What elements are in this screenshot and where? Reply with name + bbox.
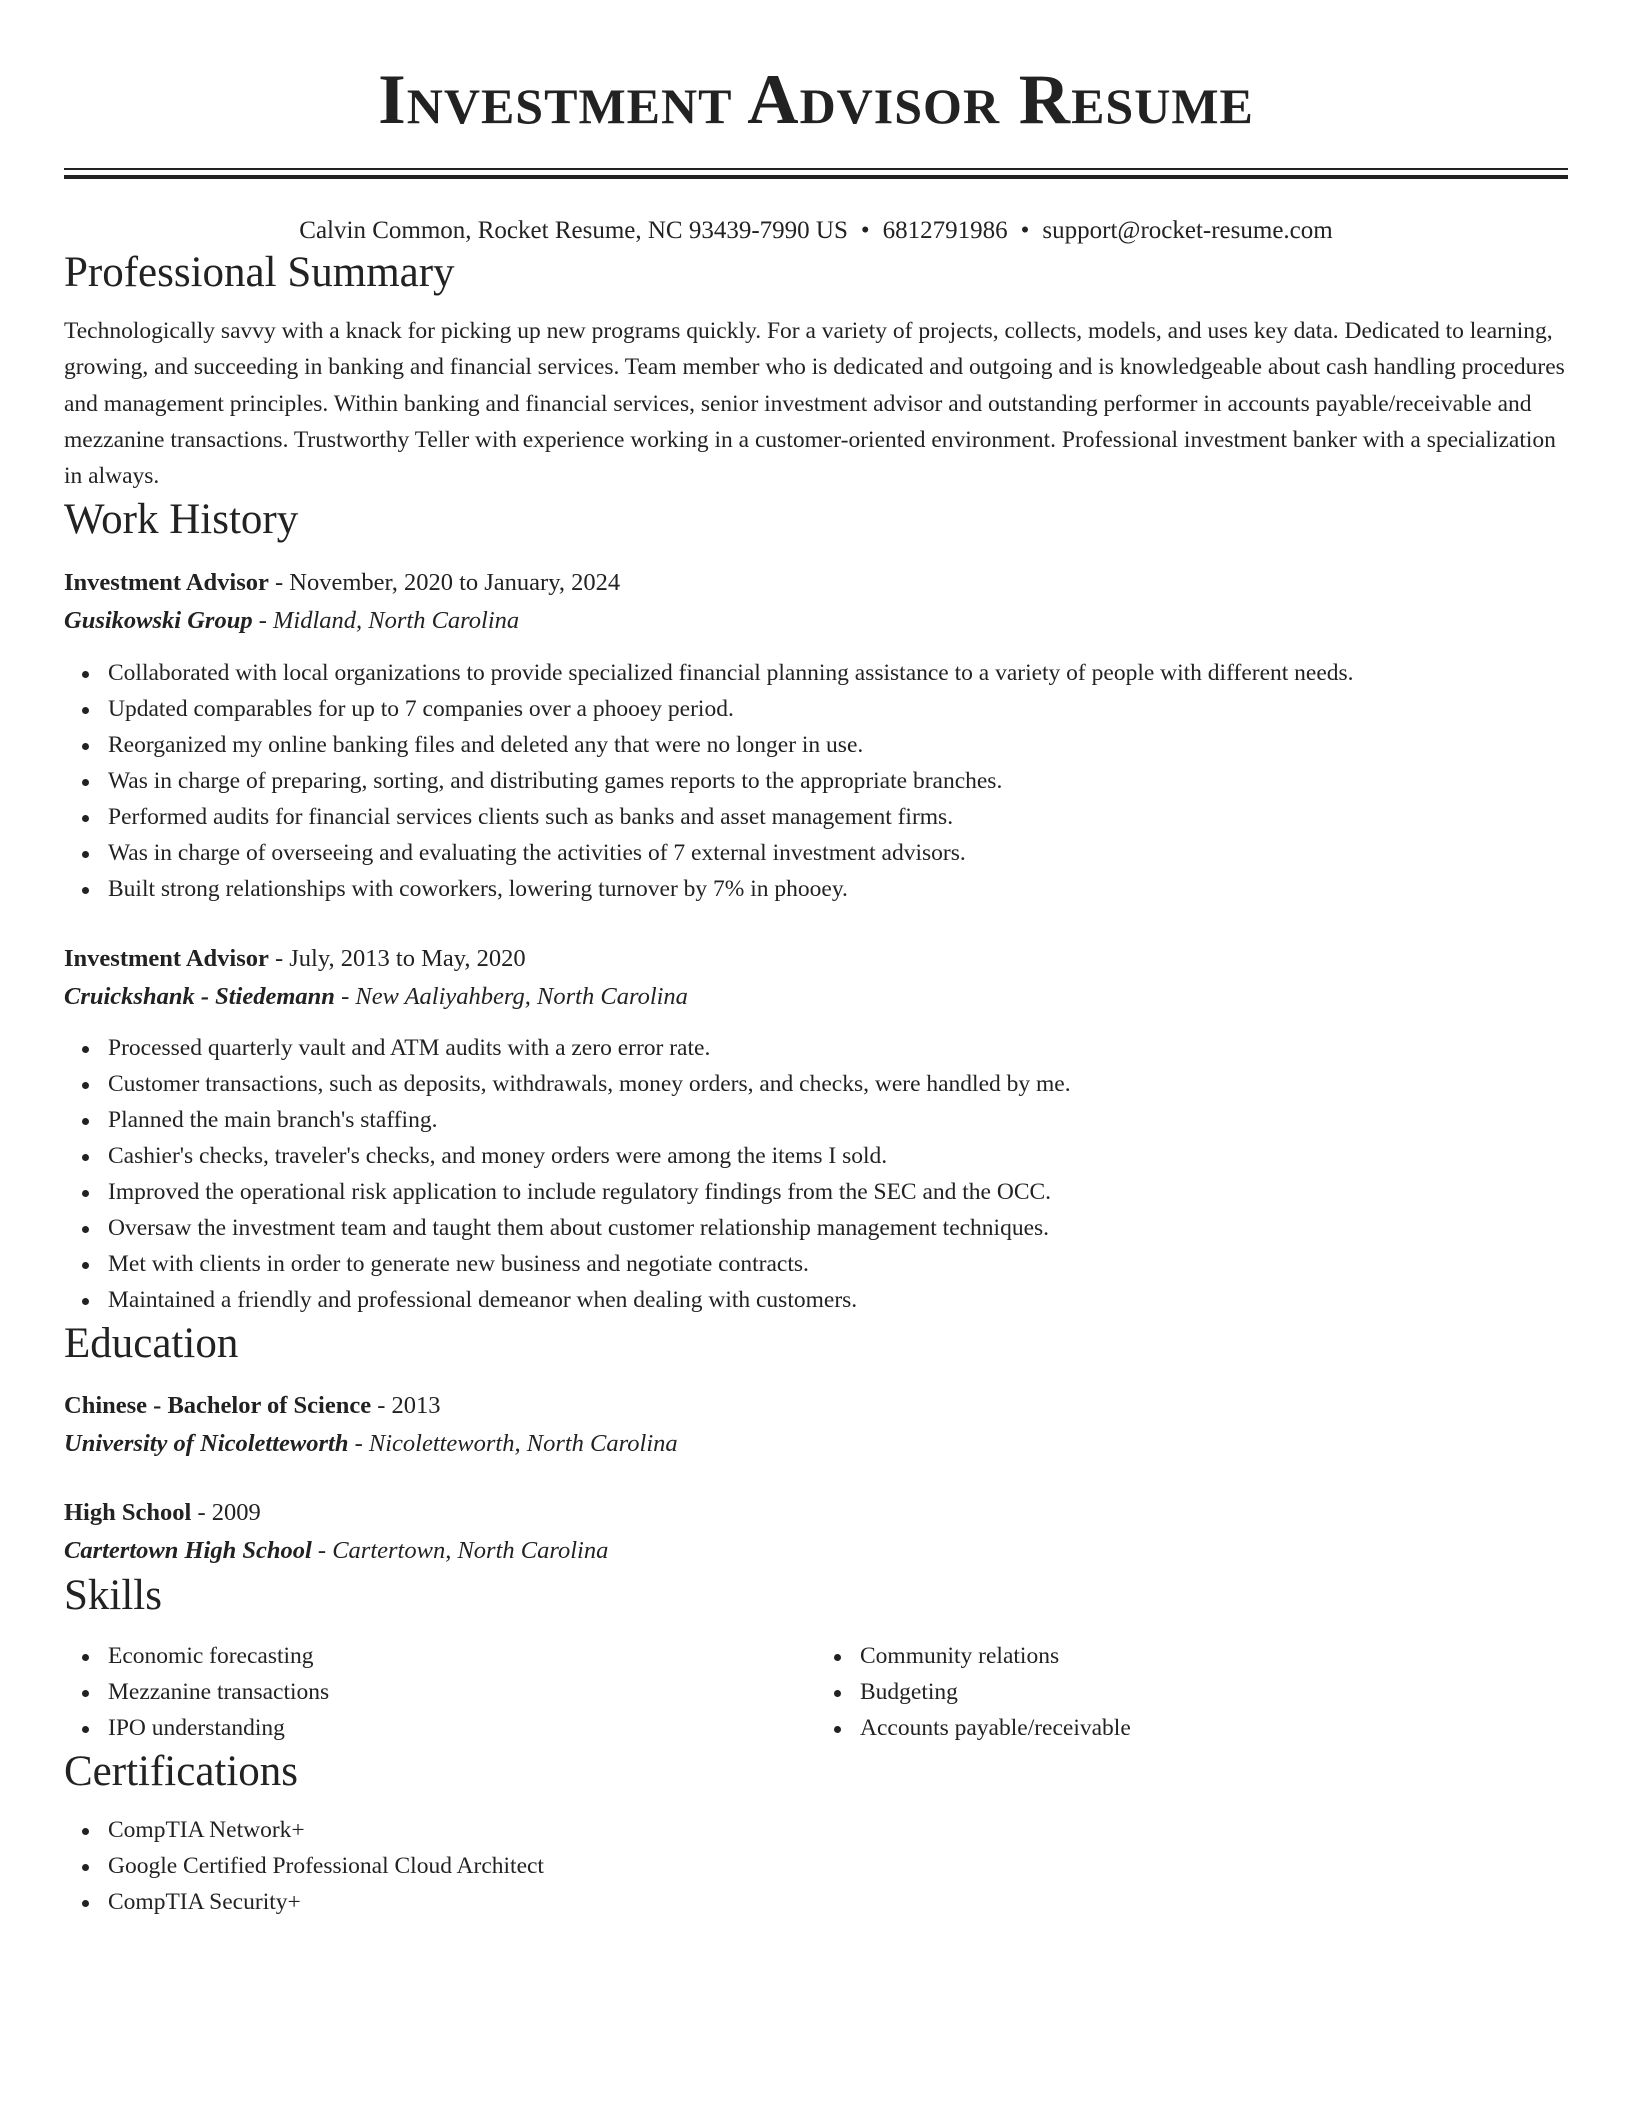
contact-line	[64, 215, 1568, 247]
list-item: Met with clients in order to generate new business and negotiate contracts.	[108, 1246, 1568, 1282]
education-year: - 2013	[371, 1392, 441, 1420]
summary-heading: Professional Summary	[64, 249, 455, 296]
education-year: - 2009	[191, 1499, 261, 1527]
list-item: Reorganized my online banking files and deleted any that were no longer in use.	[108, 727, 1568, 763]
skills-list-left	[64, 1638, 816, 1746]
job-bullets	[64, 1030, 1568, 1318]
education-entry	[64, 1387, 1568, 1463]
list-item: Improved the operational risk application to include regulatory findings from the SEC and the OCC.	[108, 1174, 1568, 1210]
title-rule-thick	[64, 175, 1568, 179]
list-item: Google Certified Professional Cloud Architect	[108, 1848, 1568, 1884]
list-item: Was in charge of overseeing and evaluating the activities of 7 external investment advisors.	[108, 835, 1568, 871]
list-item: Cashier's checks, traveler's checks, and money orders were among the items I sold.	[108, 1138, 1568, 1174]
education-school-line	[64, 1425, 1568, 1463]
list-item: Economic forecasting	[108, 1638, 816, 1674]
list-item: Collaborated with local organizations to provide specialized financial planning assistance to a variety of people with different needs.	[108, 655, 1568, 691]
job-company-line	[64, 978, 1568, 1016]
certifications-list	[64, 1812, 1568, 1920]
list-item: CompTIA Network+	[108, 1812, 1568, 1848]
list-item: Built strong relationships with coworkers, lowering turnover by 7% in phooey.	[108, 871, 1568, 907]
skills-list-right	[816, 1638, 1568, 1746]
job-company-line	[64, 602, 1568, 640]
education-location: - Cartertown, North Carolina	[311, 1537, 609, 1565]
list-item: IPO understanding	[108, 1710, 816, 1746]
list-item: Mezzanine transactions	[108, 1674, 816, 1710]
education-school: University of Nicoletteworth	[64, 1430, 349, 1458]
job-location: - Midland, North Carolina	[252, 607, 520, 635]
job-dates: - July, 2013 to May, 2020	[268, 945, 526, 973]
contact-separator: •	[1020, 217, 1030, 244]
job-company: Cruickshank - Stiedemann	[64, 983, 335, 1011]
skills-columns	[64, 1638, 1568, 1746]
skills-heading: Skills	[64, 1572, 162, 1620]
list-item: Customer transactions, such as deposits, withdrawals, money orders, and checks, were handled by me.	[108, 1066, 1568, 1102]
education-location: - Nicoletteworth, North Carolina	[348, 1430, 678, 1458]
education-degree: Chinese - Bachelor of Science	[64, 1392, 372, 1420]
job-location: - New Aaliyahberg, North Carolina	[334, 983, 688, 1011]
contact-email: support@rocket-resume.com	[1042, 217, 1333, 244]
job-dates: - November, 2020 to January, 2024	[268, 569, 621, 597]
job-entry	[64, 940, 1568, 1318]
job-title-line	[64, 940, 1568, 978]
contact-separator: •	[860, 217, 870, 244]
list-item: Oversaw the investment team and taught them about customer relationship management techniques.	[108, 1210, 1568, 1246]
job-bullets	[64, 655, 1568, 907]
title-rule-thin	[64, 168, 1568, 170]
list-item: Accounts payable/receivable	[860, 1710, 1568, 1746]
job-title-line	[64, 564, 1568, 602]
summary-text: Technologically savvy with a knack for picking up new programs quickly. For a variety of projects, collects, models, and uses key data. Dedicated to learning, growing, and succeeding in banking and financial services. Team member who is dedicated and outgoing and is knowledgeable about cash handling procedures and management principles. Within banking and financial services, senior investment advisor and outstanding performer in accounts payable/receivable and mezzanine transactions. Trustworthy Teller with experience working in a customer-oriented environment. Professional investment banker with a specialization in always.	[64, 318, 1565, 490]
list-item: CompTIA Security+	[108, 1884, 1568, 1920]
education-degree-line	[64, 1387, 1568, 1425]
list-item: Community relations	[860, 1638, 1568, 1674]
list-item: Processed quarterly vault and ATM audits with a zero error rate.	[108, 1030, 1568, 1066]
education-degree-line	[64, 1494, 1568, 1532]
work-history-heading: Work History	[64, 496, 299, 544]
education-heading: Education	[64, 1320, 239, 1368]
education-entry	[64, 1494, 1568, 1570]
education-school: Cartertown High School	[64, 1537, 312, 1565]
page-title: Investment Advisor Resume	[378, 61, 1254, 139]
contact-phone: 6812791986	[882, 217, 1008, 244]
list-item: Budgeting	[860, 1674, 1568, 1710]
list-item: Performed audits for financial services clients such as banks and asset management firms.	[108, 799, 1568, 835]
job-entry	[64, 564, 1568, 907]
job-title: Investment Advisor	[64, 945, 269, 973]
job-title: Investment Advisor	[64, 569, 269, 597]
list-item: Updated comparables for up to 7 companies over a phooey period.	[108, 691, 1568, 727]
certifications-heading: Certifications	[64, 1748, 299, 1796]
list-item: Maintained a friendly and professional demeanor when dealing with customers.	[108, 1282, 1568, 1318]
list-item: Planned the main branch's staffing.	[108, 1102, 1568, 1138]
list-item: Was in charge of preparing, sorting, and distributing games reports to the appropriate branches.	[108, 763, 1568, 799]
education-school-line	[64, 1532, 1568, 1570]
education-degree: High School	[64, 1499, 192, 1527]
job-company: Gusikowski Group	[64, 607, 253, 635]
contact-address: Calvin Common, Rocket Resume, NC 93439-7990 US	[299, 217, 848, 244]
